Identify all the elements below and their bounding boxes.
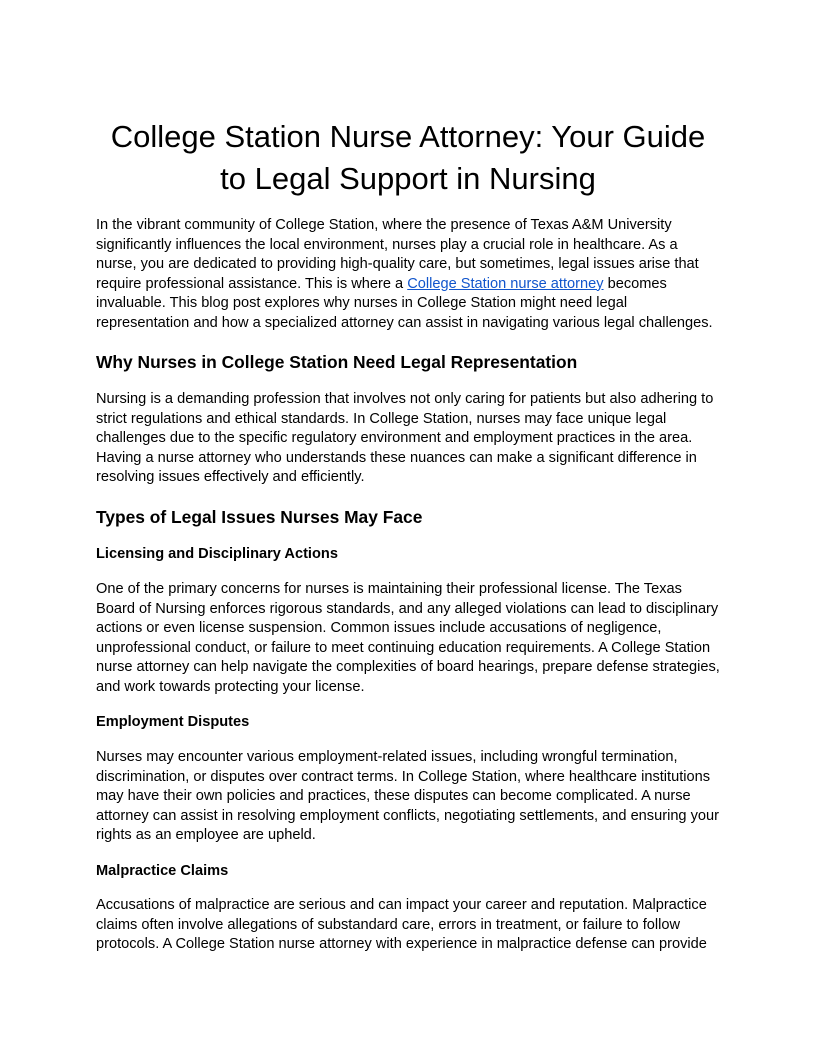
subheading-licensing: Licensing and Disciplinary Actions xyxy=(96,546,338,562)
intro-text-after: becomes invaluable. This blog post explores why nurses in College Station might need legal representation and how a specialized attorney can assist in navigating various legal challenges. xyxy=(96,275,713,331)
nurse-attorney-link[interactable]: College Station nurse attorney xyxy=(407,275,604,292)
intro-text-before: In the vibrant community of College Station, where the presence of Texas A&M University significantly influences the local environment, nurses play a crucial role in healthcare. As a nurse, you are dedicated to providing high-quality care, but sometimes, legal issues arise that require professional assistance. This is where a xyxy=(96,217,699,292)
subheading-malpractice: Malpractice Claims xyxy=(96,863,229,879)
why-text: Nursing is a demanding profession that involves not only caring for patients but also adhering to strict regulations and ethical standards. In College Station, nurses may face unique legal challenges due to the specific regulatory environment and employment practices in the area. Having a nurse attorney who understands these nuances can make a significant difference in resolving issues effectively and efficiently. xyxy=(96,391,714,485)
page-title: College Station Nurse Attorney: Your Guide to Legal Support in Nursing xyxy=(110,119,706,196)
subheading-employment: Employment Disputes xyxy=(96,714,250,730)
malpractice-text: Accusations of malpractice are serious and can impact your career and reputation. Malpractice claims often involve allegations of substandard care, errors in treatment, or failure to follow protocols. A College Station nurse attorney with experience in malpractice defense can provide xyxy=(96,897,707,952)
licensing-text: One of the primary concerns for nurses is maintaining their professional license. The Texas Board of Nursing enforces rigorous standards, and any alleged violations can lead to disciplinary actions or even license suspension. Common issues include accusations of negligence, unprofessional conduct, or failure to meet continuing education requirements. A College Station nurse attorney can help navigate the complexities of board hearings, prepare defense strategies, and work towards protecting your license. xyxy=(96,581,720,695)
section-heading-why: Why Nurses in College Station Need Legal Representation xyxy=(96,352,578,372)
malpractice-paragraph xyxy=(96,896,720,955)
licensing-paragraph xyxy=(96,580,720,697)
employment-text: Nurses may encounter various employment-related issues, including wrongful termination, discrimination, or disputes over contract terms. In College Station, where healthcare institutions may have their own policies and practices, these disputes can become complicated. A nurse attorney can assist in resolving employment conflicts, negotiating settlements, and ensuring your rights as an employee are upheld. xyxy=(96,749,719,843)
intro-paragraph xyxy=(96,216,720,333)
section-heading-types: Types of Legal Issues Nurses May Face xyxy=(96,507,423,527)
why-paragraph xyxy=(96,390,720,488)
employment-paragraph xyxy=(96,748,720,846)
